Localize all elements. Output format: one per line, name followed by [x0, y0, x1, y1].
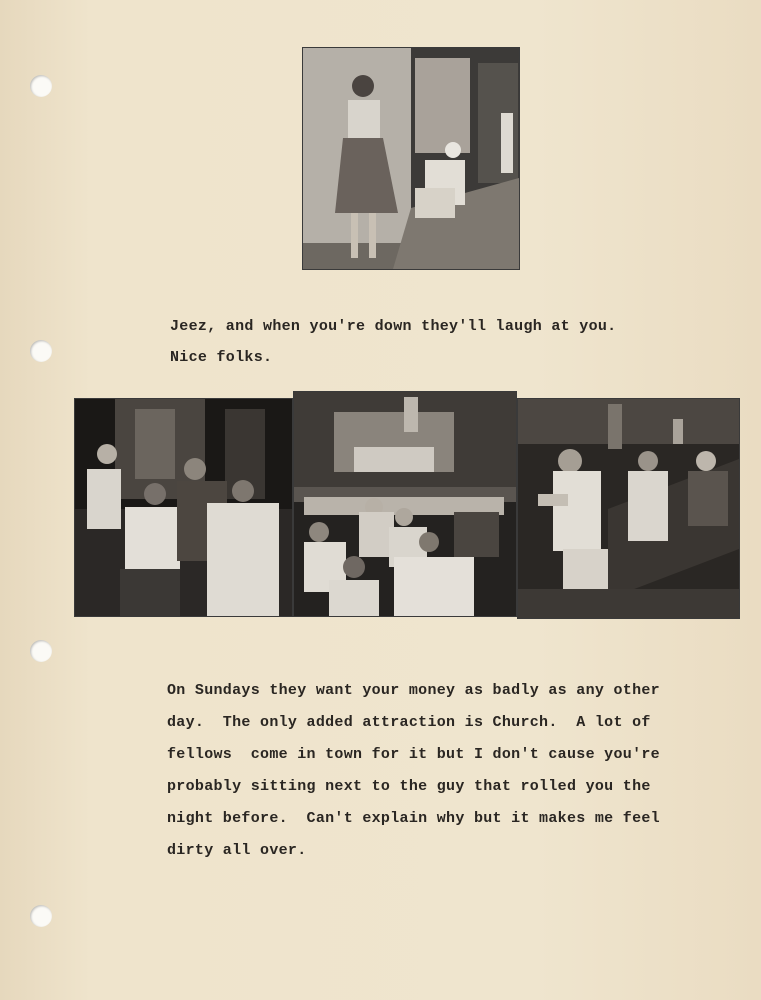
photo-church-altar	[74, 398, 293, 617]
punch-hole	[30, 905, 52, 927]
photo-sidewalk-sailor	[302, 47, 520, 270]
photo-church-pews	[517, 398, 740, 619]
paragraph-line-5: night before. Can't explain why but it makes me feel	[167, 810, 660, 827]
caption-line-1: Jeez, and when you're down they'll laugh at you.	[170, 318, 617, 335]
punch-hole	[30, 75, 52, 97]
paragraph-line-2: day. The only added attraction is Church. A lot of	[167, 714, 651, 731]
caption-line-2: Nice folks.	[170, 349, 273, 366]
paragraph-line-4: probably sitting next to the guy that rolled you the	[167, 778, 651, 795]
punch-hole	[30, 340, 52, 362]
photo-church-congregation	[293, 391, 517, 617]
paragraph-line-3: fellows come in town for it but I don't cause you're	[167, 746, 660, 763]
paragraph-line-1: On Sundays they want your money as badly as any other	[167, 682, 660, 699]
punch-hole	[30, 640, 52, 662]
paragraph-line-6: dirty all over.	[167, 842, 307, 859]
